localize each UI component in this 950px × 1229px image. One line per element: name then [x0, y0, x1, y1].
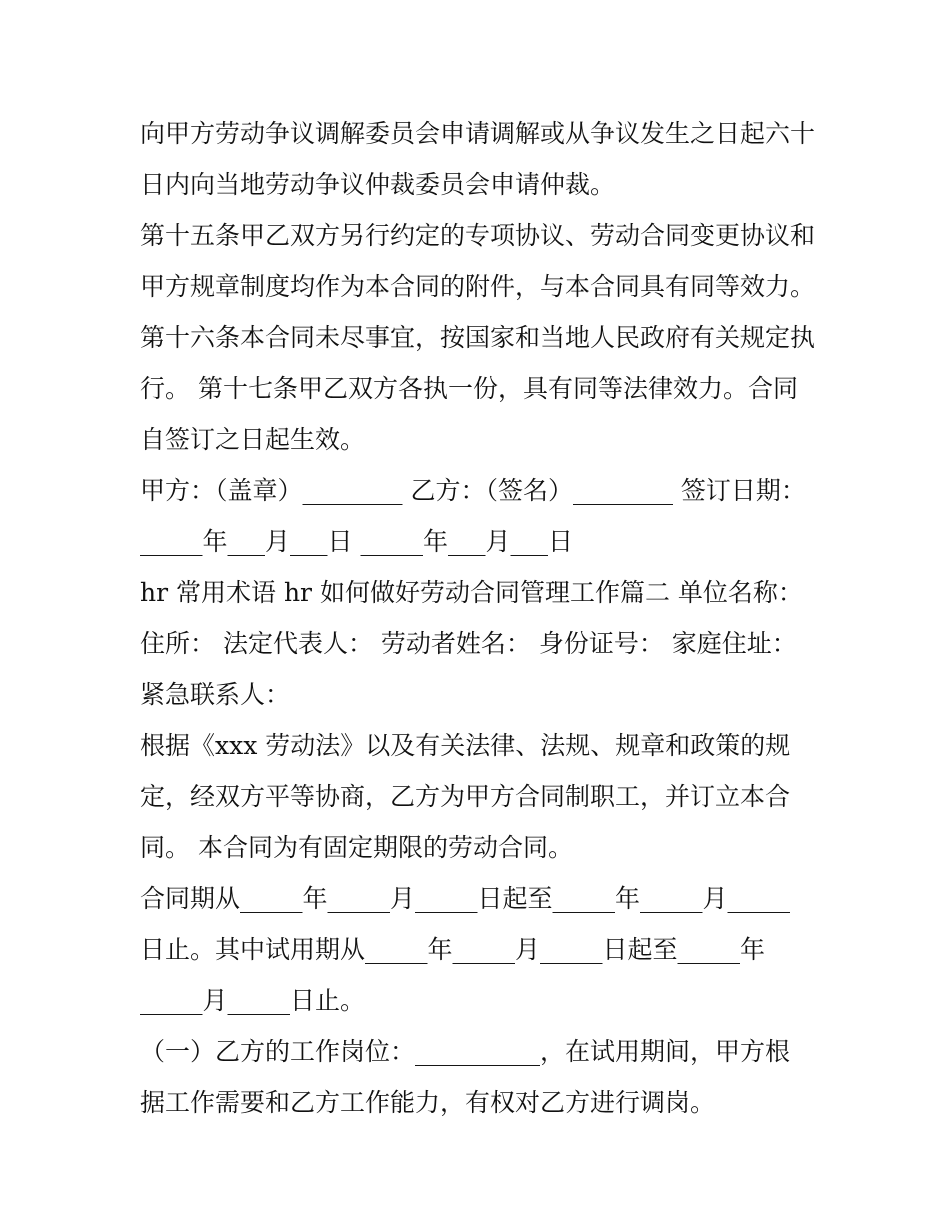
text-line: 据工作需要和乙方工作能力，有权对乙方进行调岗。: [140, 1088, 716, 1117]
document-body: [140, 108, 840, 1128]
text-line: 同。 本合同为有固定期限的劳动合同。: [140, 833, 573, 862]
job-position-line: （一）乙方的工作岗位：__________，在试用期间，甲方根: [140, 1037, 791, 1066]
text-line: 定，经双方平等协商，乙方为甲方合同制职工，并订立本合: [140, 782, 791, 811]
text-line: 第十五条甲乙双方另行约定的专项协议、劳动合同变更协议和: [140, 221, 816, 250]
text-line: 第十六条本合同未尽事宜，按国家和当地人民政府有关规定执: [140, 323, 816, 352]
signature-line: 甲方：（盖章）________ 乙方：（签名）________ 签订日期：: [140, 476, 806, 505]
text-line: 甲方规章制度均作为本合同的附件，与本合同具有同等效力。: [140, 272, 816, 301]
emergency-contact-line: 紧急联系人：: [140, 680, 291, 709]
probation-end-line: _____月_____日止。: [140, 986, 366, 1015]
text-line: 向甲方劳动争议调解委员会申请调解或从争议发生之日起六十: [140, 119, 816, 148]
date-line: _____年___月___日 _____年___月___日: [140, 527, 573, 556]
party-fields-line: 住所： 法定代表人： 劳动者姓名： 身份证号： 家庭住址：: [140, 629, 797, 658]
text-line: 日内向当地劳动争议仲裁委员会申请仲裁。: [140, 170, 616, 199]
contract-period-line: 合同期从_____年_____月_____日起至_____年_____月_____: [140, 884, 791, 913]
section-heading: hr 常用术语 hr 如何做好劳动合同管理工作篇二 单位名称：: [140, 578, 803, 607]
text-line: 自签订之日起生效。: [140, 425, 366, 454]
text-line: 行。 第十七条甲乙双方各执一份，具有同等法律效力。合同: [140, 374, 798, 403]
probation-period-line: 日止。其中试用期从_____年_____月_____日起至_____年: [140, 935, 766, 964]
text-line: 根据《xxx 劳动法》以及有关法律、法规、规章和政策的规: [140, 731, 791, 760]
